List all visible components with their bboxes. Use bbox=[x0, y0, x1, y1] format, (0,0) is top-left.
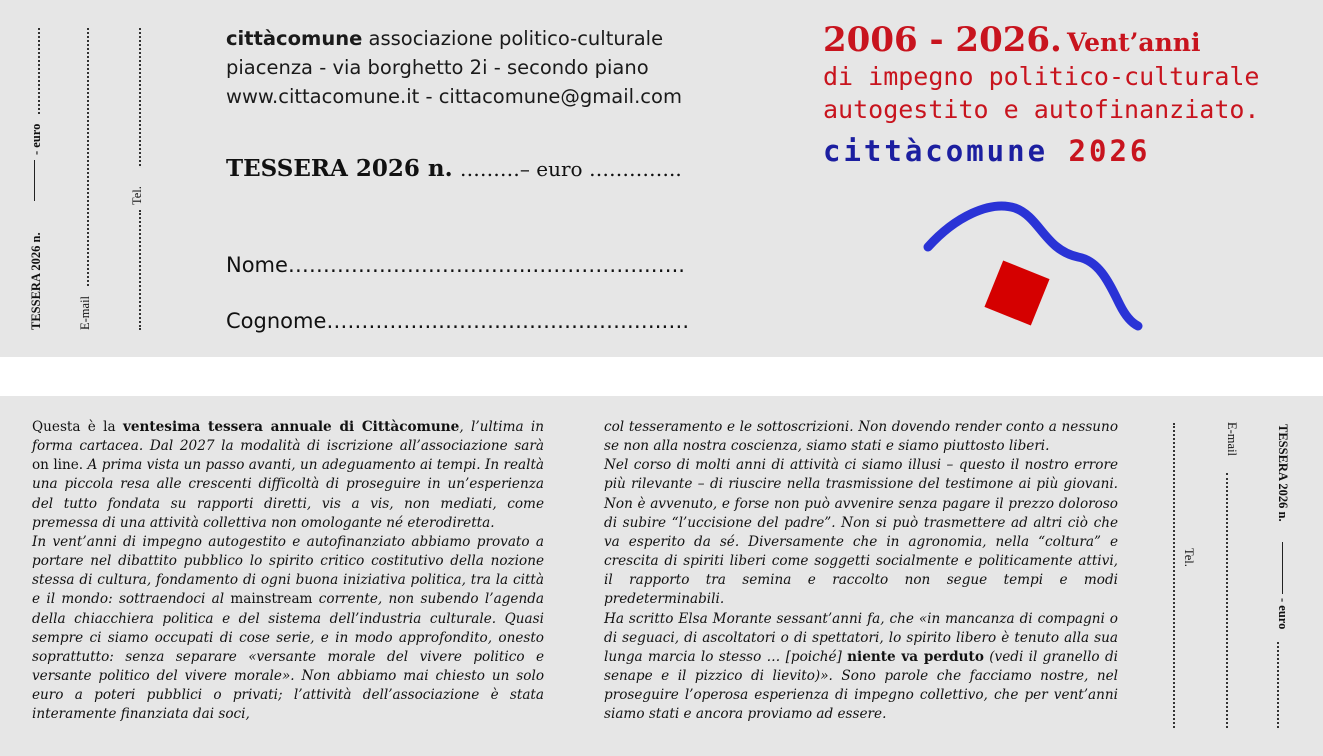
right-stub-euro-label: - euro bbox=[1276, 598, 1290, 630]
right-stub-email-label: E-mail bbox=[1225, 422, 1239, 457]
paragraph-illusion: Nel corso di molti anni di attività ci siamo illusi – questo il nostro errore più rilevante – di riuscire nella trasmissione del testimone ai più giovani. Non è avvenuto, e forse non può avvenire senza pagare il prezzo doloroso di subire “l’uccisione del padre”. Non si può trasmettere ad altri ciò che va esperito da sé. Diversamente che in agronomia, nella “coltura” e crescita di spiriti liberi come soggetti socialmente e politicamente attivi, il rapporto tra semina e raccolto non segue tempi e modi predeterminabili. bbox=[604, 457, 1118, 608]
stub-email-label: E-mail bbox=[78, 295, 92, 330]
org-contacts: www.cittacomune.it - cittacomune@gmail.com bbox=[226, 85, 682, 108]
tessera-line bbox=[226, 155, 682, 182]
anniversary-years: 2006 - 2026. bbox=[823, 20, 1062, 60]
paragraph-subscriptions: col tesseramento e le sottoscrizioni. Non dovendo render conto a nessuno se non alla nostra coscienza, siamo stati e siamo piuttosto liberi. bbox=[604, 419, 1118, 455]
paragraph-intro: Questa è la ventesima tessera annuale di Cittàcomune, l’ultima in forma cartacea. Dal 2027 la modalità di iscrizione all’associazione sarà on line. A prima vista un passo avanti, un adeguamento ai tempi. In realtà una piccola resa alle crescenti difficoltà di proseguire in un’esperienza del tutto fondata su rapporti diretti, vis a vis, non mediati, come premessa di una attività collettiva non omologante né eterodiretta. bbox=[32, 419, 545, 531]
tessera-number-euro: ………– euro ………….. bbox=[459, 157, 682, 181]
right-stub-euro-line bbox=[1277, 642, 1279, 728]
stub-euro-line bbox=[38, 28, 40, 114]
stub-tel-line-upper bbox=[139, 28, 141, 166]
anniversary-title-rest: Vent’anni bbox=[1066, 28, 1201, 57]
anniversary-title bbox=[823, 20, 1200, 60]
stub-email-line bbox=[87, 28, 89, 286]
anniversary-line2: di impegno politico-culturale bbox=[823, 62, 1260, 91]
right-stub-tessera-line bbox=[1282, 542, 1283, 594]
paragraph-twenty-years: In vent’anni di impegno autogestito e autofinanziato abbiamo provato a portare nel dibattito pubblico lo spirito critico costitutivo della nozione stessa di cultura, fondamento di ogni buona iniziativa politica, tra la città e il mondo: sottraendoci al mainstream corrente, non subendo l’agenda della chiacchiera politica e del sistema dell’industria culturale. Quasi sempre ci siamo occupati di cose serie, e in modo approfondito, onesto soprattutto: senza separare «versante morale del vivere politico e versante politico del vivere morale». Non abbiamo mai chiesto un solo euro a poteri pubblici o privati; l’attività dell’associazione è stata interamente finanziata dai soci, bbox=[32, 533, 545, 723]
brand-name: cittàcomune bbox=[823, 134, 1049, 168]
stub-tessera-line bbox=[34, 160, 35, 201]
membership-card-front bbox=[0, 0, 1323, 357]
nome-field: Nome……………………………..……………..….. bbox=[226, 253, 685, 277]
river-logo-icon bbox=[920, 195, 1150, 335]
brand-year: 2026 bbox=[1068, 134, 1151, 168]
stub-tel-line-lower bbox=[139, 210, 141, 330]
org-name: cittàcomune bbox=[226, 27, 363, 50]
tessera-label: TESSERA 2026 n. bbox=[226, 155, 453, 182]
association-header bbox=[226, 24, 682, 111]
org-desc: associazione politico-culturale bbox=[368, 27, 664, 50]
text-column-right bbox=[604, 418, 1118, 725]
anniversary-line3: autogestito e autofinanziato. bbox=[823, 95, 1260, 124]
stub-tel-label: Tel. bbox=[130, 186, 144, 205]
paragraph-morante: Ha scritto Elsa Morante sessant’anni fa, che «in mancanza di compagni o di seguaci, di ascoltatori o di spettatori, lo spirito libero è tenuto alla sua lunga marcia lo stesso … [poiché] niente va perduto (vedi il granello di senape e il pizzico di lievito)». Sono parole che facciamo nostre, nel proseguire l’operosa esperienza di impegno collettivo, che per vent’anni siamo stati e ancora proviamo ad essere. bbox=[604, 610, 1118, 723]
org-address: piacenza - via borghetto 2i - secondo piano bbox=[226, 56, 649, 79]
right-stub-tel-label: Tel. bbox=[1182, 548, 1196, 567]
text-column-left bbox=[32, 418, 544, 725]
cognome-field: Cognome…………….……………………….….…. bbox=[226, 309, 690, 333]
stub-euro-label: - euro bbox=[29, 123, 43, 155]
right-stub-tel-line bbox=[1173, 423, 1175, 728]
brand-wordmark bbox=[823, 134, 1150, 168]
stub-tessera-label: TESSERA 2026 n. bbox=[29, 232, 43, 330]
right-stub-tessera-label: TESSERA 2026 n. bbox=[1276, 424, 1290, 522]
right-stub-email-line bbox=[1226, 473, 1228, 728]
